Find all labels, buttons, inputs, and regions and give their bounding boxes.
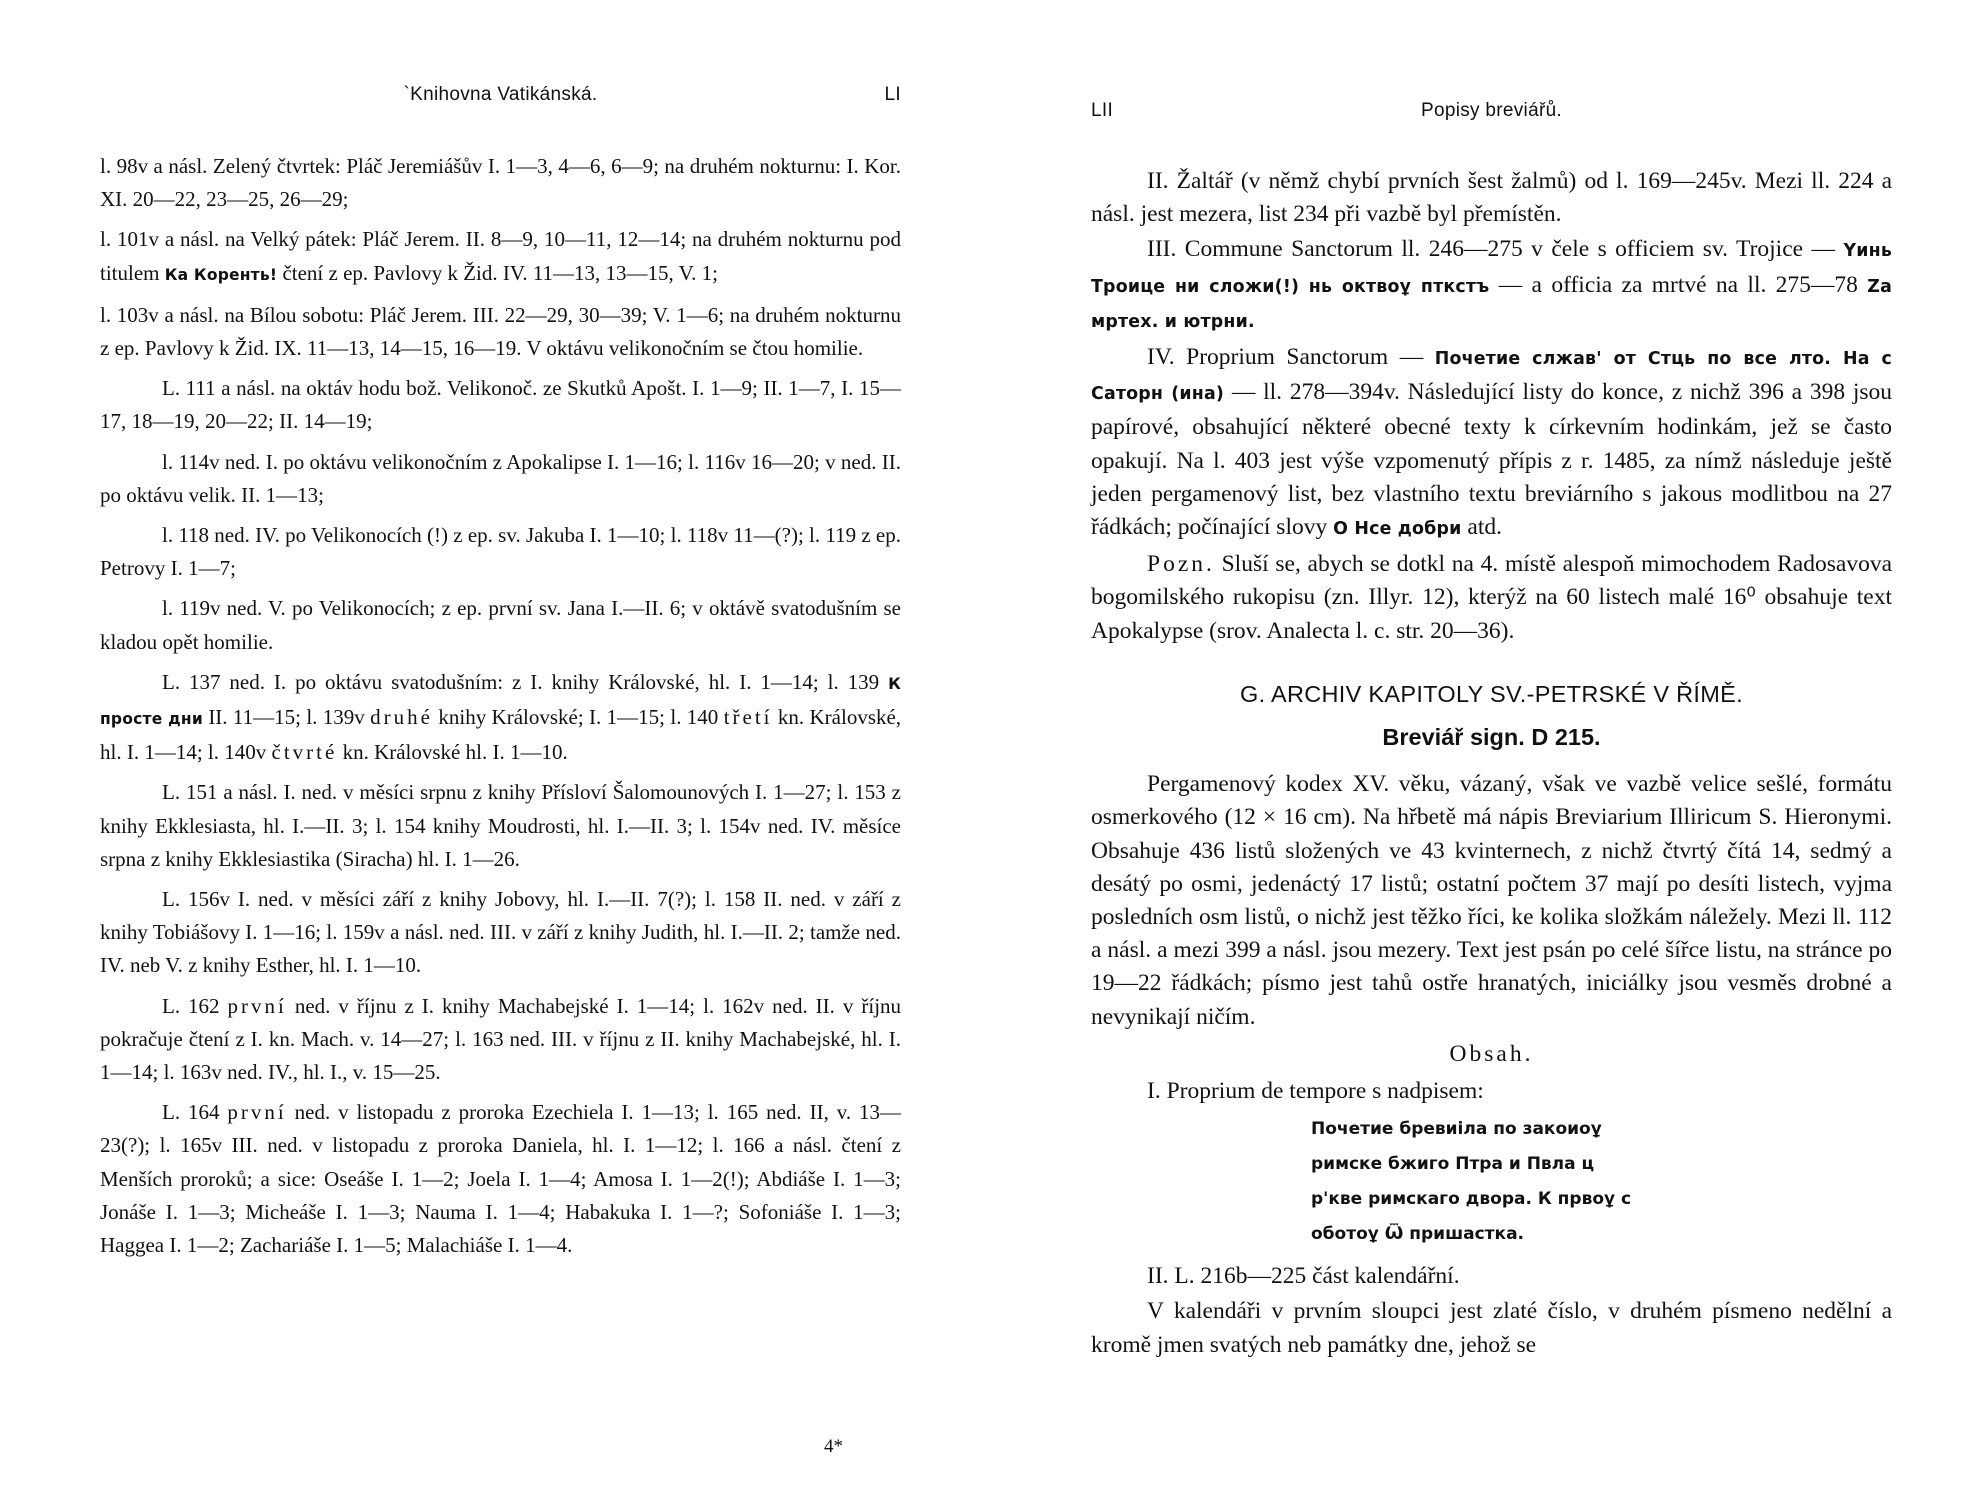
section-subtitle: Breviář sign. D 215. bbox=[1382, 724, 1601, 751]
paragraph: l. 101v a násl. na Velký pátek: Pláč Jerem. II. 8—9, 10—11, 12—14; na druhém nokturnu pod titulem Ка Коренть! čtení z ep. Pavlovy k Žid. IV. 11—13, 13—15, V. 1; bbox=[100, 227, 901, 285]
cyrillic-text: Үинь Троице ни сложи(!) нь октвоұ пткстъ bbox=[1091, 241, 1893, 297]
cyrillic-text: Ка Коренть! bbox=[164, 265, 278, 284]
paragraph: II. Žaltář (v němž chybí prvních šest žalmů) od l. 169—245v. Mezi ll. 224 a násl. jest mezera, list 234 při vazbě byl přemístěn. bbox=[1091, 168, 1892, 228]
right-page bbox=[991, 0, 1982, 1500]
paragraph: l. 118 ned. IV. po Velikonocích (!) z ep. sv. Jakuba I. 1—10; l. 118v 11—(?); l. 119 z ep. Petrovy I. 1—7; bbox=[100, 523, 901, 581]
cyrillic-line: римске бжиго Птра и Пвла ц bbox=[1311, 1154, 1595, 1175]
cyrillic-line: р'кве римскаго двора. К првоұ с bbox=[1311, 1189, 1632, 1210]
page-number: LII bbox=[1091, 100, 1114, 121]
cyrillic-line: Почетие бревиіла по закоиоұ bbox=[1311, 1119, 1602, 1140]
page-number: LI bbox=[884, 84, 901, 105]
paragraph: I. Proprium de tempore s nadpisem: bbox=[1147, 1078, 1484, 1105]
cyrillic-text: O Нсе добри bbox=[1333, 519, 1462, 540]
paragraph: L. 111 a násl. na oktáv hodu bož. Velikonoč. ze Skutků Apošt. I. 1—9; II. 1—7, I. 15—17, 18—19, 20—22; II. 14—19; bbox=[100, 376, 901, 434]
paragraph: II. L. 216b—225 část kalendářní. bbox=[1147, 1263, 1460, 1290]
paragraph: l. 98v a násl. Zelený čtvrtek: Pláč Jeremiášův I. 1—3, 4—6, 6—9; na druhém nokturnu: I. Kor. XI. 20—22, 23—25, 26—29; bbox=[100, 154, 901, 212]
paragraph: L. 156v I. ned. v měsíci září z knihy Jobovy, hl. I.—II. 7(?); l. 158 II. ned. v září z knihy Tobiášovy I. 1—16; l. 159v a násl. ned. III. v září z knihy Judith, hl. I.—II. 2; tamže ned. IV. neb V. z knihy Esther, hl. I. 1—10. bbox=[100, 887, 901, 978]
paragraph: Pergamenový kodex XV. věku, vázaný, však ve vazbě velice sešlé, formátu osmerkového (12 × 16 cm). Na hřbetě má nápis Breviarium Illiricum S. Hieronymi. Obsahuje 436 listů složených ve 43 kvinternech, z nichž čtvrtý čítá 14, sedmý a desátý po osmi, jedenáctý 17 listů; ostatní počtem 37 mají po desíti listech, vyjma posledních osm listů, o nichž jest těžko říci, ke kolika složkám náležely. Mezi ll. 112 a násl. a mezi 399 a násl. jsou mezery. Text jest psán po celé šířce listu, na stránce po 19—22 řádkách; písmo jest tahů ostře hranatých, iniciálky jsou vesměs drobné a nevynikají ničím. bbox=[1091, 771, 1892, 1030]
paragraph: L. 137 ned. I. po oktávu svatodušním: z I. knihy Královské, hl. I. 1—14; l. 139 К просте дни II. 11—15; l. 139v druhé knihy Královské; I. 1—15; l. 140 třetí kn. Královské, hl. I. 1—14; l. 140v čtvrté kn. Královské hl. I. 1—10. bbox=[100, 669, 902, 765]
right-page-body bbox=[1091, 165, 1892, 1364]
paragraph: l. 114v ned. I. po oktávu velikonočním z Apokalipse I. 1—16; l. 116v 16—20; v ned. II. po oktávu velik. II. 1—13; bbox=[100, 449, 901, 507]
running-title: Popisy breviářů. bbox=[1420, 100, 1563, 121]
right-page-header bbox=[1091, 100, 1892, 130]
section-title: G. ARCHIV KAPITOLY SV.-PETRSKÉ V ŘÍMĚ. bbox=[1240, 680, 1743, 707]
paragraph: IV. Proprium Sanctorum — Почетие слжав' от Стць по все лто. На с Саторн (ина) — ll. 278—394v. Následující listy do konce, z nichž 396 a 398 jsou papírové, obsahující některé obecné texty k církevním hodinkám, jež se často opakují. Na l. 403 jest výše vzpomenutý přípis z r. 1485, za nímž následuje ještě jeden pergamenový list, bez vlastního textu breviárního s jakous modlitbou na 27 řádkách; počínající slovy O Нсе добри atd. bbox=[1091, 344, 1893, 541]
contents-heading: Obsah. bbox=[1449, 1040, 1534, 1067]
paragraph: V kalendáři v prvním sloupci jest zlaté číslo, v druhém písmeno nedělní a kromě jmen svatých neb památky dne, jehož se bbox=[1091, 1298, 1892, 1358]
paragraph: l. 103v a násl. na Bílou sobotu: Pláč Jerem. III. 22—29, 30—39; V. 1—6; na druhém nokturnu z ep. Pavlovy k Žid. IX. 11—13, 14—15, 16—19. V oktávu velikonočním se čtou homilie. bbox=[100, 302, 901, 361]
cyrillic-text: К просте дни bbox=[100, 674, 901, 729]
paragraph: III. Commune Sanctorum ll. 246—275 v čele s officiem sv. Trojice — Үинь Троице ни сложи(!) нь октвоұ пткстъ — a officia za mrtvé na ll. 275—78 Za мртех. и ютрни. bbox=[1091, 236, 1893, 332]
left-page-body bbox=[100, 150, 901, 1269]
cyrillic-text: Za мртех. и ютрни. bbox=[1091, 276, 1893, 332]
signature-mark: 4* bbox=[824, 1436, 843, 1457]
paragraph: L. 151 a násl. I. ned. v měsíci srpnu z knihy Přísloví Šalomounových I. 1—27; l. 153 z knihy Ekklesiasta, hl. I.—II. 3; l. 154 knihy Moudrosti, hl. I.—II. 3; l. 154v ned. IV. měsíce srpna z knihy Ekklesiastika (Siracha) hl. I. 1—26. bbox=[100, 780, 901, 871]
cyrillic-line: оботоұ Ѿ пришастка. bbox=[1311, 1224, 1525, 1245]
cyrillic-inscription bbox=[1311, 1112, 1892, 1252]
running-title: `Knihovna Vatikánská. bbox=[403, 84, 598, 105]
paragraph: l. 119v ned. V. po Velikonocích; z ep. první sv. Jana I.—II. 6; v oktávě svatodušním se kladou opět homilie. bbox=[100, 596, 901, 654]
cyrillic-text: Почетие слжав' от Стць по все лто. На с Саторн (ина) bbox=[1091, 349, 1892, 405]
paragraph: Pozn. Sluší se, abych se dotkl na 4. místě alespoň mimochodem Radosavova bogomilského rukopisu (zn. Illyr. 12), kterýž na 60 listech malé 16⁰ obsahuje text Apokalypse (srov. Analecta l. c. str. 20—36). bbox=[1091, 551, 1892, 644]
paragraph: L. 162 první ned. v říjnu z I. knihy Machabejské I. 1—14; l. 162v ned. II. v říjnu pokračuje čtení z I. kn. Mach. v. 14—27; l. 163 ned. III. v říjnu z II. knihy Machabejské, hl. I. 1—14; l. 163v ned. IV., hl. I., v. 15—25. bbox=[100, 993, 902, 1085]
left-page-header bbox=[100, 84, 901, 114]
paragraph: L. 164 první ned. v listopadu z proroka Ezechiela I. 1—13; l. 165 ned. II, v. 13—23(?); l. 165v III. ned. v listopadu z proroka Daniela, hl. I. 1—12; l. 166 a násl. čtení z Menších proroků; a sice: Oseáše I. 1—2; Joela I. 1—4; Amosa I. 1—2(!); Abdiáše I. 1—3; Jonáše I. 1—3; Micheáše I. 1—3; Nauma I. 1—4; Habakuka I. 1—?; Sofoniáše I. 1—3; Haggea I. 1—2; Zachariáše I. 1—5; Malachiáše I. 1—4. bbox=[100, 1100, 902, 1258]
